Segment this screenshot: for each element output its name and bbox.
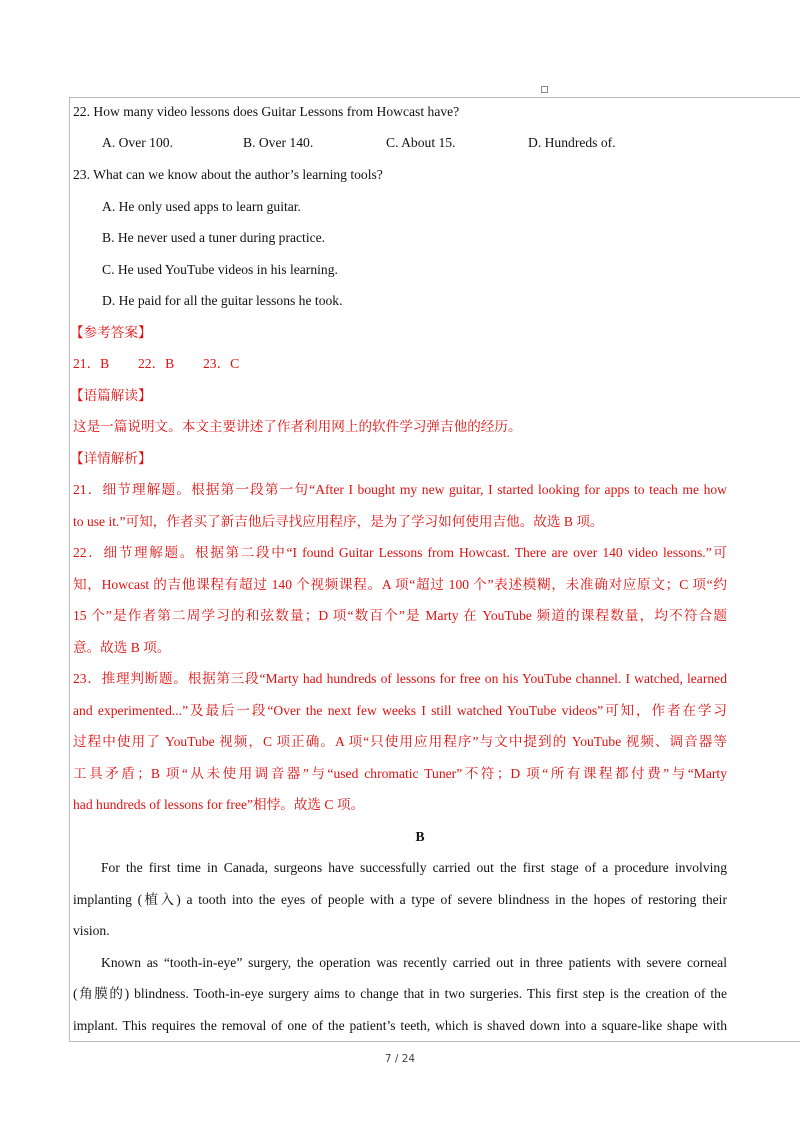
passage-heading: 【语篇解读】 [70, 388, 152, 403]
section-b-line-1: For the first time in Canada, surgeons have successfully carried out the first stage of a procedure involving [101, 860, 727, 875]
section-b-line-6: implant. This requires the removal of one of the patient’s teeth, which is shaved down into a square-like shape with [73, 1018, 727, 1033]
question-23: 23. What can we know about the author’s learning tools? [73, 167, 383, 182]
answer-21: 21．B [73, 356, 110, 371]
answer-22: 22．B [138, 356, 175, 371]
q22-option-a: A. Over 100. [102, 135, 173, 150]
q22-option-b: B. Over 140. [243, 135, 314, 150]
explanation-22-line-4: 意。故选 B 项。 [73, 640, 171, 655]
section-b-title: B [415, 829, 425, 844]
explanation-21-line-2: to use it.”可知，作者买了新吉他后寻找应用程序，是为了学习如何使用吉他。故选 B 项。 [73, 514, 604, 529]
detail-heading: 【详情解析】 [70, 451, 152, 466]
section-b-line-4: Known as “tooth-in-eye” surgery, the operation was recently carried out in three patients with severe corneal [101, 955, 727, 970]
q23-option-b: B. He never used a tuner during practice. [102, 230, 326, 245]
explanation-21-line-1: 21．细节理解题。根据第一段第一句“After I bought my new guitar, I started looking for apps to teach me how [73, 482, 727, 497]
q22-option-c: C. About 15. [386, 135, 456, 150]
text-boundary-marker [541, 86, 548, 93]
explanation-23-line-4: 工具矛盾；B 项“从未使用调音器”与“used chromatic Tuner”不符；D 项“所有课程都付费”与“Marty [73, 766, 727, 781]
explanation-23-line-5: had hundreds of lessons for free”相悖。故选 C 项。 [73, 797, 365, 812]
section-b-line-3: vision. [73, 923, 110, 938]
q23-option-c: C. He used YouTube videos in his learning. [102, 262, 338, 277]
q22-option-d: D. Hundreds of. [528, 135, 616, 150]
question-22: 22. How many video lessons does Guitar Lessons from Howcast have? [73, 104, 460, 119]
explanation-23-line-2: and experimented...”及最后一段“Over the next few weeks I still watched YouTube videos”可知，作者在学习 [73, 703, 727, 718]
q23-option-d: D. He paid for all the guitar lessons he took. [102, 293, 343, 308]
answer-23: 23．C [203, 356, 240, 371]
page-number: 7 / 24 [384, 1053, 416, 1065]
answer-heading: 【参考答案】 [70, 325, 152, 340]
explanation-23-line-1: 23．推理判断题。根据第三段“Marty had hundreds of lessons for free on his YouTube channel. I watched, learned [73, 671, 727, 686]
passage-summary: 这是一篇说明文。本文主要讲述了作者利用网上的软件学习弹吉他的经历。 [73, 419, 522, 434]
explanation-22-line-1: 22．细节理解题。根据第二段中“I found Guitar Lessons from Howcast. There are over 140 video lessons.”可 [73, 545, 727, 560]
section-b-line-2: implanting (植入) a tooth into the eyes of people with a type of severe blindness in the hopes of restoring their [73, 892, 727, 907]
q23-option-a: A. He only used apps to learn guitar. [102, 199, 301, 214]
explanation-22-line-3: 15 个”是作者第二周学习的和弦数量；D 项“数百个”是 Marty 在 YouTube 频道的课程数量，均不符合题 [73, 608, 727, 623]
section-b-line-5: (角膜的) blindness. Tooth-in-eye surgery aims to change that in two surgeries. This first step is the creation of the [73, 986, 727, 1001]
explanation-22-line-2: 知，Howcast 的吉他课程有超过 140 个视频课程。A 项“超过 100 个”表述模糊，未准确对应原文；C 项“约 [73, 577, 727, 592]
explanation-23-line-3: 过程中使用了 YouTube 视频，C 项正确。A 项“只使用应用程序”与文中提到的 YouTube 视频、调音器等 [73, 734, 727, 749]
